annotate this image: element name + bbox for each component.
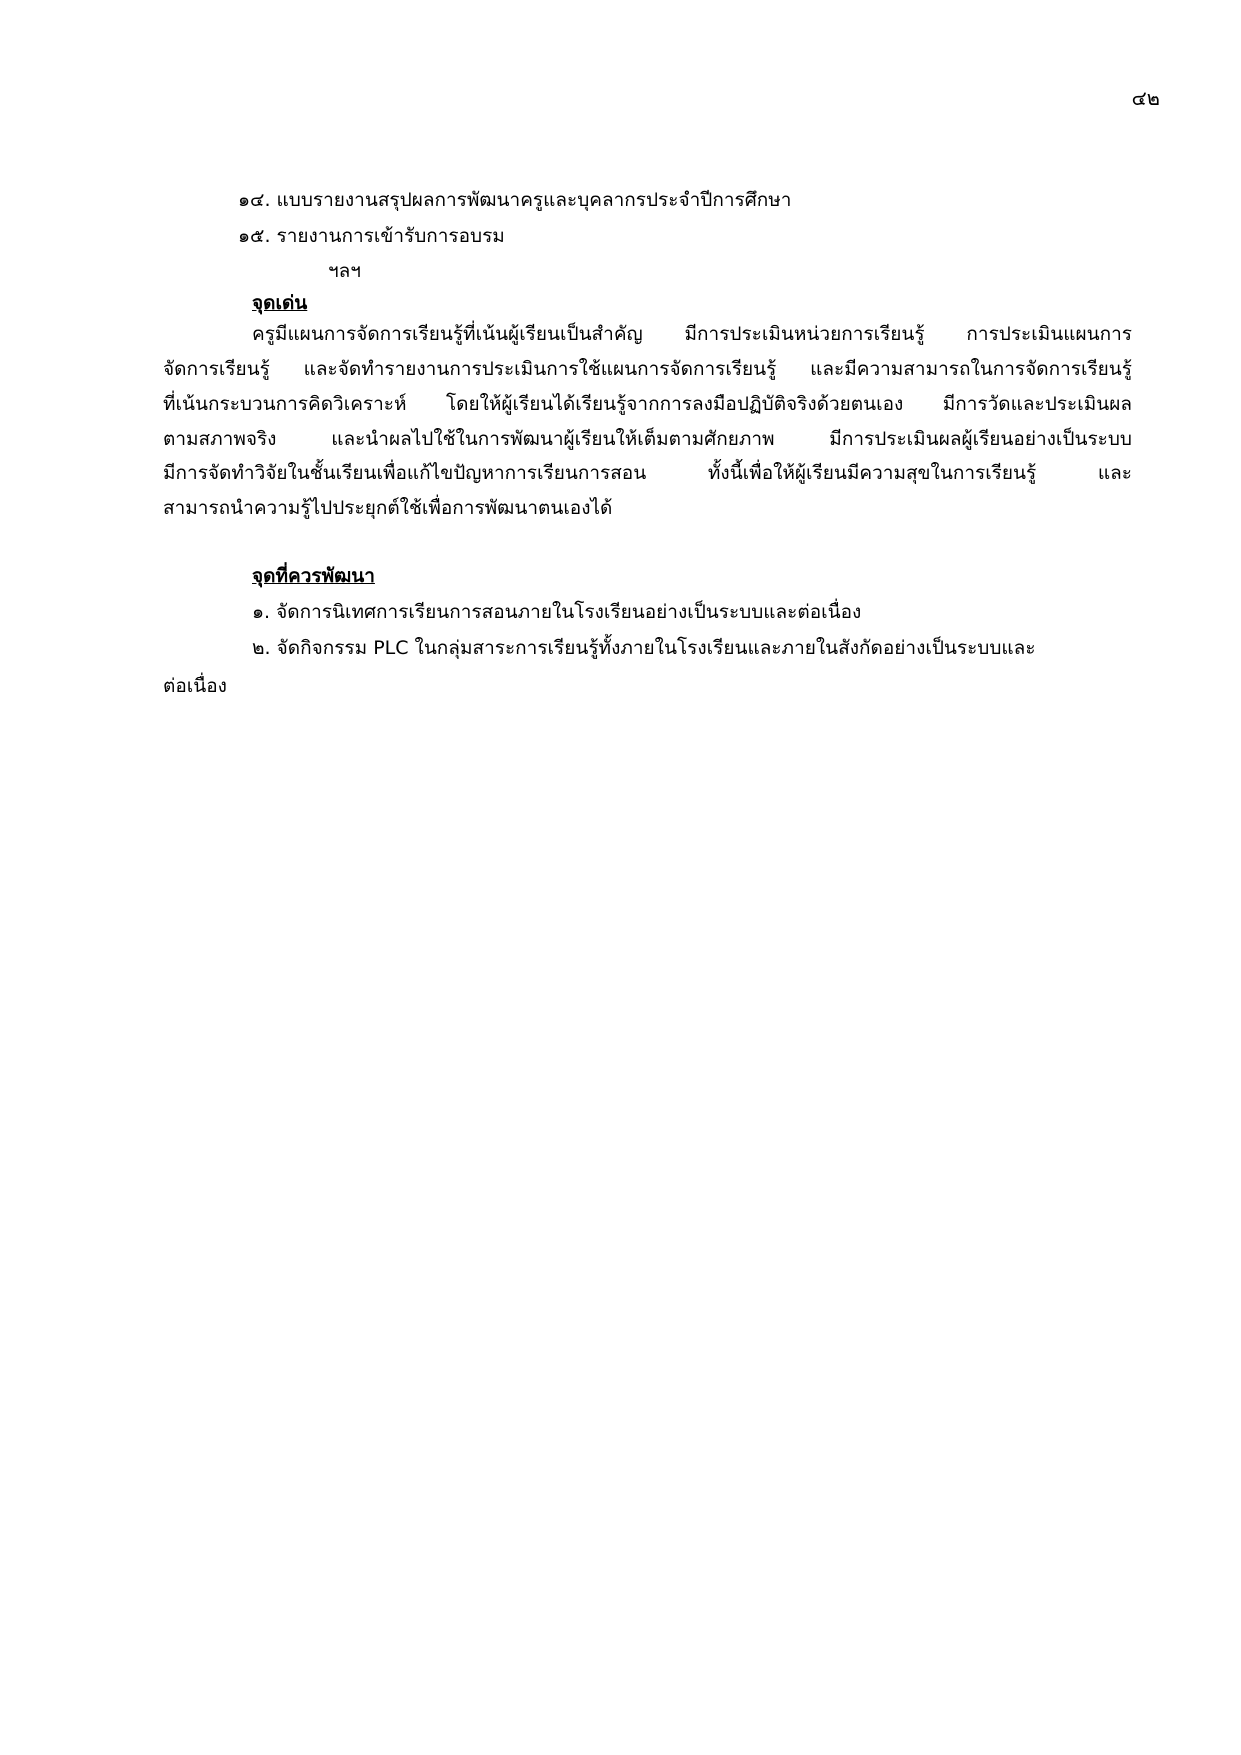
improvement-item-2: ๒. จัดกิจกรรม PLC ในกลุ่มสาระการเรียนรู้ทั้งภายในโรงเรียนและภายในสังกัดอย่างเป็นระบบและ [252, 637, 1036, 659]
strengths-heading: จุดเด่น [252, 292, 308, 314]
strengths-line-4: ตามสภาพจริง และนำผลไปใช้ในการพัฒนาผู้เรียนให้เต็มตามศักยภาพ มีการประเมินผลผู้เรียนอย่างเป็นระบบ [163, 428, 1132, 450]
strengths-line-3: ที่เน้นกระบวนการคิดวิเคราะห์ โดยให้ผู้เรียนได้เรียนรู้จากการลงมือปฏิบัติจริงด้วยตนเอง มีการวัดและประเมินผล [163, 393, 1132, 415]
list-item-15: ๑๕. รายงานการเข้ารับการอบรม [238, 225, 505, 247]
strengths-line-2: จัดการเรียนรู้ และจัดทำรายงานการประเมินการใช้แผนการจัดการเรียนรู้ และมีความสามารถในการจัดการเรียนรู้ [163, 358, 1132, 380]
strengths-line-5: มีการจัดทำวิจัยในชั้นเรียนเพื่อแก้ไขปัญหาการเรียนการสอน ทั้งนี้เพื่อให้ผู้เรียนมีความสุขในการเรียนรู้ และ [163, 462, 1132, 484]
list-item-14: ๑๔. แบบรายงานสรุปผลการพัฒนาครูและบุคลากรประจำปีการศึกษา [238, 189, 792, 211]
improvement-item-1: ๑. จัดการนิเทศการเรียนการสอนภายในโรงเรียนอย่างเป็นระบบและต่อเนื่อง [252, 601, 862, 623]
strengths-line-6: สามารถนำความรู้ไปประยุกต์ใช้เพื่อการพัฒนาตนเองได้ [163, 497, 613, 519]
strengths-line-1: ครูมีแผนการจัดการเรียนรู้ที่เน้นผู้เรียนเป็นสำคัญ มีการประเมินหน่วยการเรียนรู้ การประเมินแผนการ [252, 323, 1132, 345]
page-number: ๔๒ [1131, 86, 1160, 110]
improvements-heading: จุดที่ควรพัฒนา [252, 565, 375, 587]
etc-mark: ฯลฯ [328, 260, 361, 282]
improvement-item-2-continued: ต่อเนื่อง [163, 675, 227, 697]
